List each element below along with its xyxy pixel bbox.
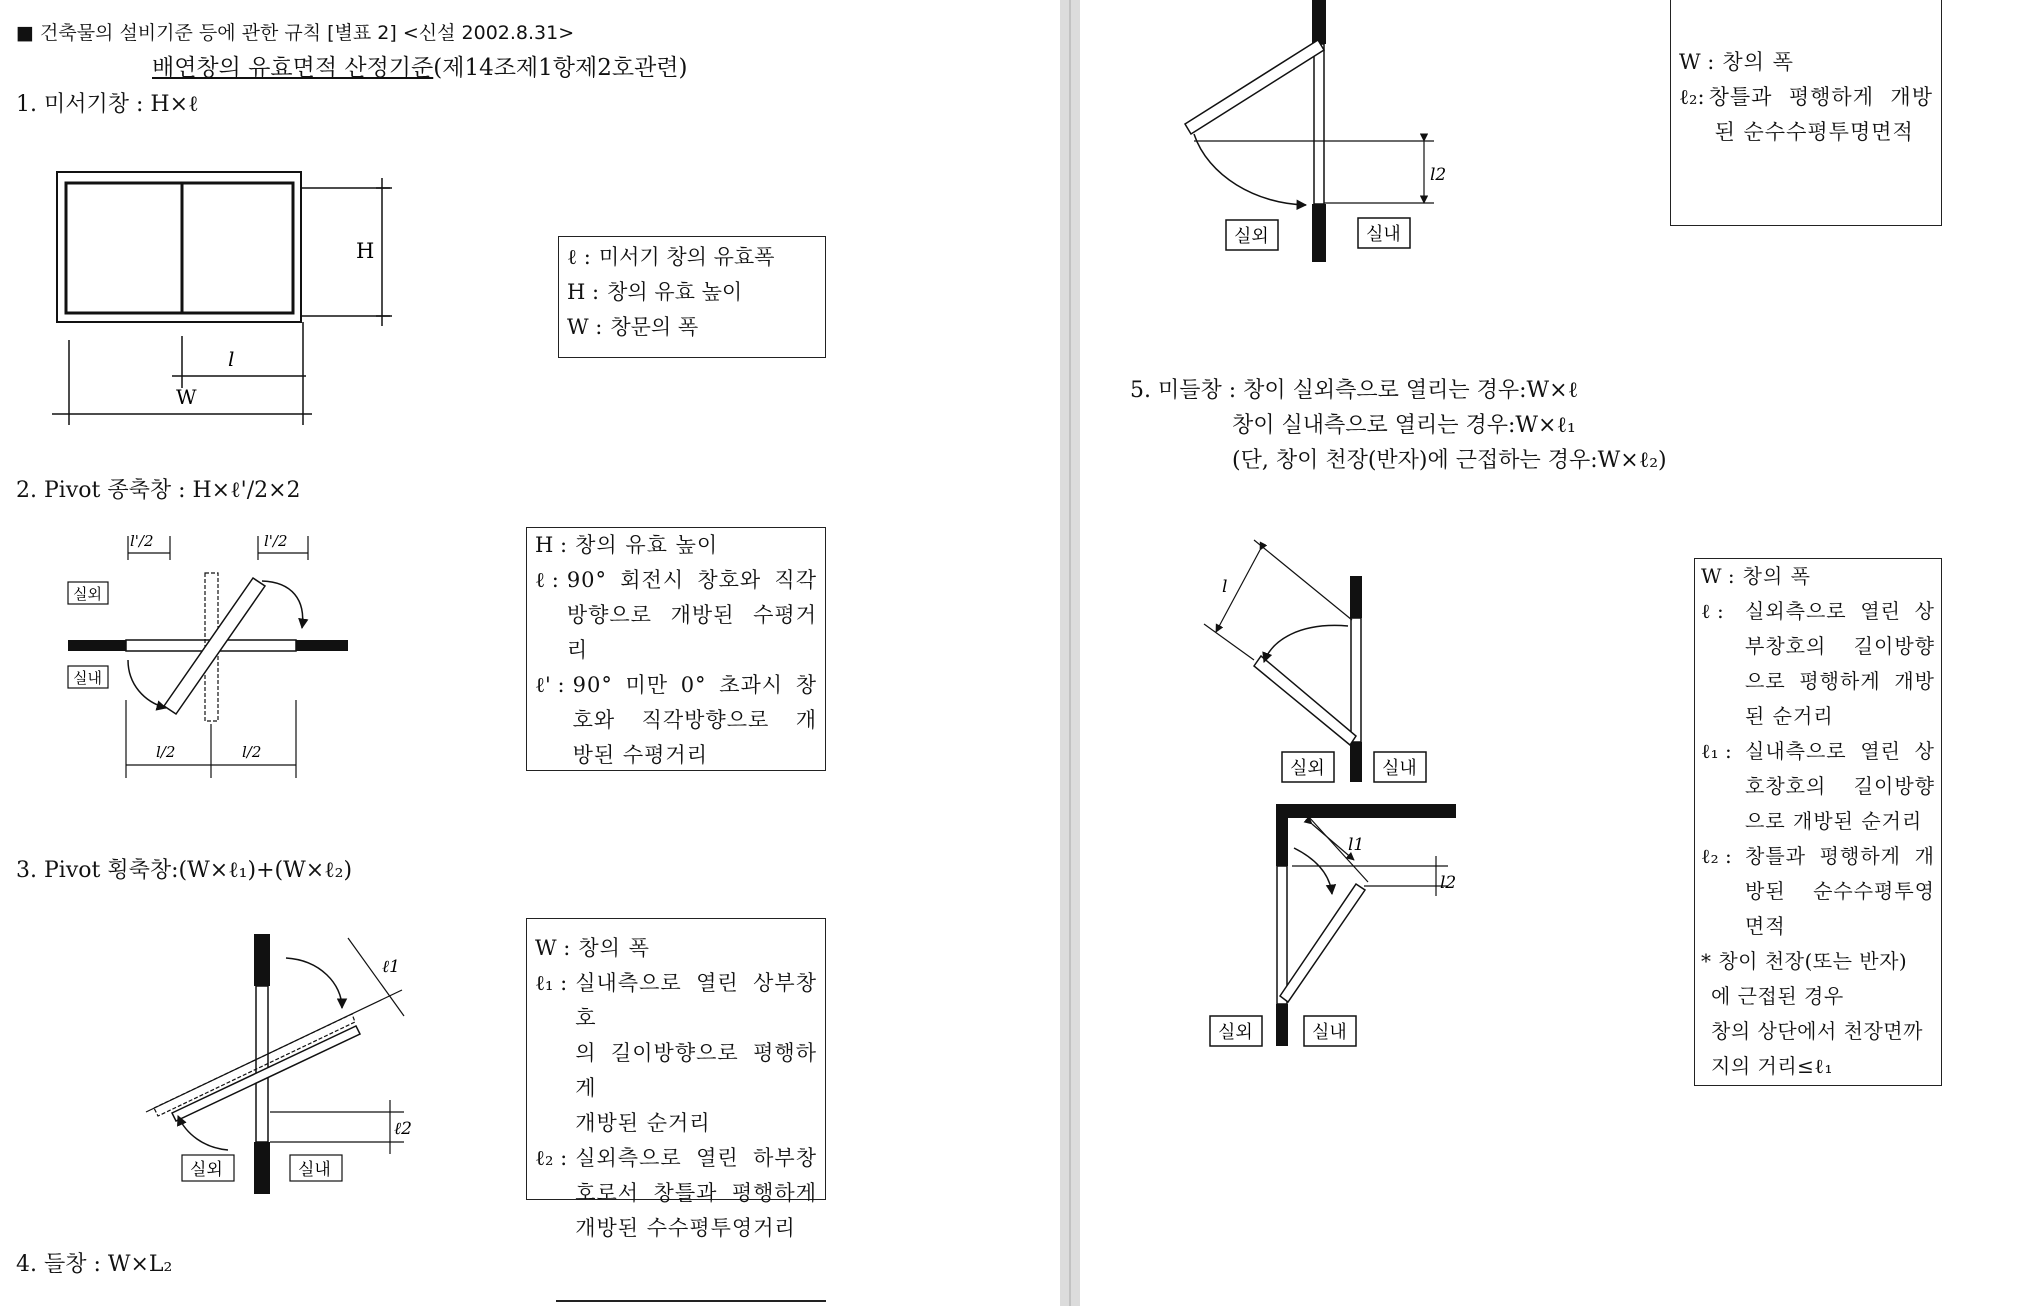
legend-value — [1743, 559, 1935, 594]
outside-label: 실외 — [1290, 758, 1325, 779]
legend-line: 실외측으로 열린 상 — [1745, 599, 1935, 623]
legend-line: 호창호의 길이방향 — [1745, 774, 1935, 798]
dim-l2-label: l2 — [1430, 165, 1447, 185]
legend-line: 창의 폭 — [578, 936, 650, 960]
legend-line: 창의 유효 높이 — [575, 533, 719, 557]
legend-key: ℓ : — [567, 245, 591, 269]
section-3-legend — [526, 918, 826, 1240]
section-1-heading: 1. 미서기창 : H×ℓ — [16, 92, 199, 117]
inside-label: 실내 — [73, 669, 102, 687]
legend-line: 창의 폭 — [1722, 50, 1794, 74]
legend-row — [1701, 559, 1935, 594]
legend-line: 90° 미만 0° 초과시 창 — [572, 673, 817, 697]
legend-line: 된 순수수평투명면적 — [1714, 120, 1914, 144]
legend-line: 90° 회전시 창호와 직각 — [566, 568, 817, 592]
dim-l-half-label-left: l/2 — [156, 743, 176, 761]
legend-value — [573, 668, 817, 773]
note-line: 에 근접된 경우 — [1711, 984, 1844, 1008]
legend-key: ℓ' : — [535, 673, 565, 697]
legend-value — [567, 563, 817, 668]
legend-row — [1679, 45, 1933, 80]
section-3-heading: 3. Pivot 횡축창:(W×ℓ₁)+(W×ℓ₂) — [16, 858, 353, 883]
legend-row — [1701, 594, 1935, 734]
section-2-heading: 2. Pivot 종축창 : H×ℓ'/2×2 — [16, 478, 301, 503]
dim-lp-half-label-right: l'/2 — [264, 532, 288, 550]
dim-l2-label: l2 — [1440, 873, 1457, 893]
dim-H-label: H — [356, 239, 375, 263]
legend-key: ℓ₂ : — [535, 1146, 568, 1170]
section-5-line-3: (단, 창이 천장(반자)에 근접하는 경우:W×ℓ₂) — [1232, 448, 1667, 473]
outside-label: 실외 — [1218, 1022, 1253, 1043]
right-page — [1080, 0, 2041, 1306]
legend-line: 된 순거리 — [1745, 704, 1834, 728]
legend-line: 으로 평행하게 개방 — [1745, 669, 1935, 693]
legend-key: ℓ : — [535, 568, 559, 592]
inside-label: 실내 — [1382, 758, 1417, 779]
legend-row — [535, 931, 817, 966]
outside-label: 실외 — [1234, 226, 1269, 247]
legend-line: 창틀과 평행하게 개 — [1745, 844, 1935, 868]
outside-label: 실외 — [190, 1160, 223, 1180]
legend-line: 개방된 수수평투영거리 — [575, 1216, 796, 1240]
legend-line: 리 — [566, 638, 589, 662]
legend-row — [1701, 839, 1935, 944]
title-ref: (제14조제1항제2호관련) — [433, 55, 688, 81]
inside-label: 실내 — [1312, 1022, 1347, 1043]
dim-l-half-label-right: l/2 — [242, 743, 262, 761]
legend-line: 호와 직각방향으로 개 — [572, 708, 817, 732]
note-line: 지의 거리≤ℓ₁ — [1711, 1054, 1833, 1078]
section-4-legend-top-border — [556, 1300, 826, 1302]
legend-line: 의 길이방향으로 평행하게 — [575, 1041, 817, 1100]
legend-value: 미서기 창의 유효폭 — [598, 245, 775, 269]
section-5-line-2: 창이 실내측으로 열리는 경우:W×ℓ₁ — [1232, 413, 1576, 438]
legend-line: 부창호의 길이방향 — [1745, 634, 1935, 658]
legend-row — [1679, 80, 1933, 150]
legend-value — [1663, 80, 1933, 150]
legend-value — [578, 931, 817, 966]
legend-line: 창틀과 평행하게 개방 — [1708, 85, 1933, 109]
legend-value — [1722, 45, 1933, 80]
legend-row — [567, 240, 817, 275]
legend-line: 실내측으로 열린 상부창호 — [575, 971, 817, 1030]
legend-line: 창의 폭 — [1742, 564, 1811, 588]
title-main: 배연창의 유효면적 산정기준 — [152, 55, 434, 81]
legend-row — [535, 668, 817, 773]
legend-note — [1701, 944, 1935, 1084]
dim-lp-half-label-left: l'/2 — [130, 532, 154, 550]
dim-W-label: W — [176, 385, 197, 409]
section-4-heading: 4. 들창 : W×L₂ — [16, 1252, 173, 1277]
section-2-legend — [526, 527, 826, 771]
dim-l-label: l — [228, 347, 235, 371]
legend-row — [535, 563, 817, 668]
dim-l1-label: ℓ1 — [382, 957, 400, 977]
legend-line: 방된 수평거리 — [572, 743, 708, 767]
pivot-horizontal-window-diagram — [0, 0, 440, 1210]
legal-reference: ■ 건축물의 설비기준 등에 관한 규칙 [별표 2] <신설 2002.8.31> — [16, 22, 575, 44]
legend-line: 으로 개방된 순거리 — [1745, 809, 1923, 833]
legend-key: H : — [535, 533, 568, 557]
hopper-window-diagram — [1080, 0, 1500, 1060]
legend-value — [575, 966, 817, 1141]
legend-value — [575, 1141, 817, 1246]
legend-row — [567, 275, 817, 310]
page-gutter — [1060, 0, 1080, 1306]
legend-line: 면적 — [1745, 914, 1786, 938]
legend-key: W : — [1679, 50, 1715, 74]
legend-row — [567, 310, 817, 345]
legend-key: W : — [535, 936, 571, 960]
legend-value — [1745, 839, 1935, 944]
legend-key: ℓ₂ : — [1701, 844, 1732, 868]
legend-key: ℓ : — [1701, 599, 1724, 623]
legend-value: 창의 유효 높이 — [607, 280, 743, 304]
legend-key: H : — [567, 280, 600, 304]
legend-row — [535, 1141, 817, 1246]
legend-key: ℓ₁ : — [535, 971, 568, 995]
legend-row — [1701, 734, 1935, 839]
legend-line: 방향으로 개방된 수평거 — [566, 603, 817, 627]
section-4-legend — [1670, 0, 1942, 226]
legend-line: 개방된 순거리 — [575, 1111, 711, 1135]
legend-key: ℓ₂: — [1679, 85, 1705, 109]
legend-line: 호로서 창틀과 평행하게 — [575, 1181, 817, 1205]
inside-label: 실내 — [298, 1160, 331, 1180]
legend-value — [575, 528, 817, 563]
section-5-legend — [1694, 558, 1942, 1086]
legend-key: W : — [567, 315, 603, 339]
legend-value — [1745, 594, 1935, 734]
legend-row — [535, 966, 817, 1141]
legend-key: ℓ₁ : — [1701, 739, 1732, 763]
legend-row — [535, 528, 817, 563]
legend-key: W : — [1701, 564, 1735, 588]
legend-line: 실외측으로 열린 하부창 — [575, 1146, 817, 1170]
legend-line: 방된 순수수평투영 — [1745, 879, 1935, 903]
legend-value: 창문의 폭 — [610, 315, 699, 339]
note-line: 창의 상단에서 천장면까 — [1711, 1019, 1923, 1043]
legend-value — [1745, 734, 1935, 839]
legend-line: 실내측으로 열린 상 — [1745, 739, 1935, 763]
inside-label: 실내 — [1366, 224, 1401, 245]
dim-l-label: l — [1222, 577, 1228, 597]
section-1-legend — [558, 236, 826, 358]
dim-l2-label: ℓ2 — [394, 1119, 412, 1139]
section-5-heading: 5. 미들창 : 창이 실외측으로 열리는 경우:W×ℓ — [1130, 378, 1579, 403]
dim-l1-label: l1 — [1348, 835, 1365, 855]
outside-label: 실외 — [73, 585, 102, 603]
note-line: * 창이 천장(또는 반자) — [1701, 949, 1908, 973]
